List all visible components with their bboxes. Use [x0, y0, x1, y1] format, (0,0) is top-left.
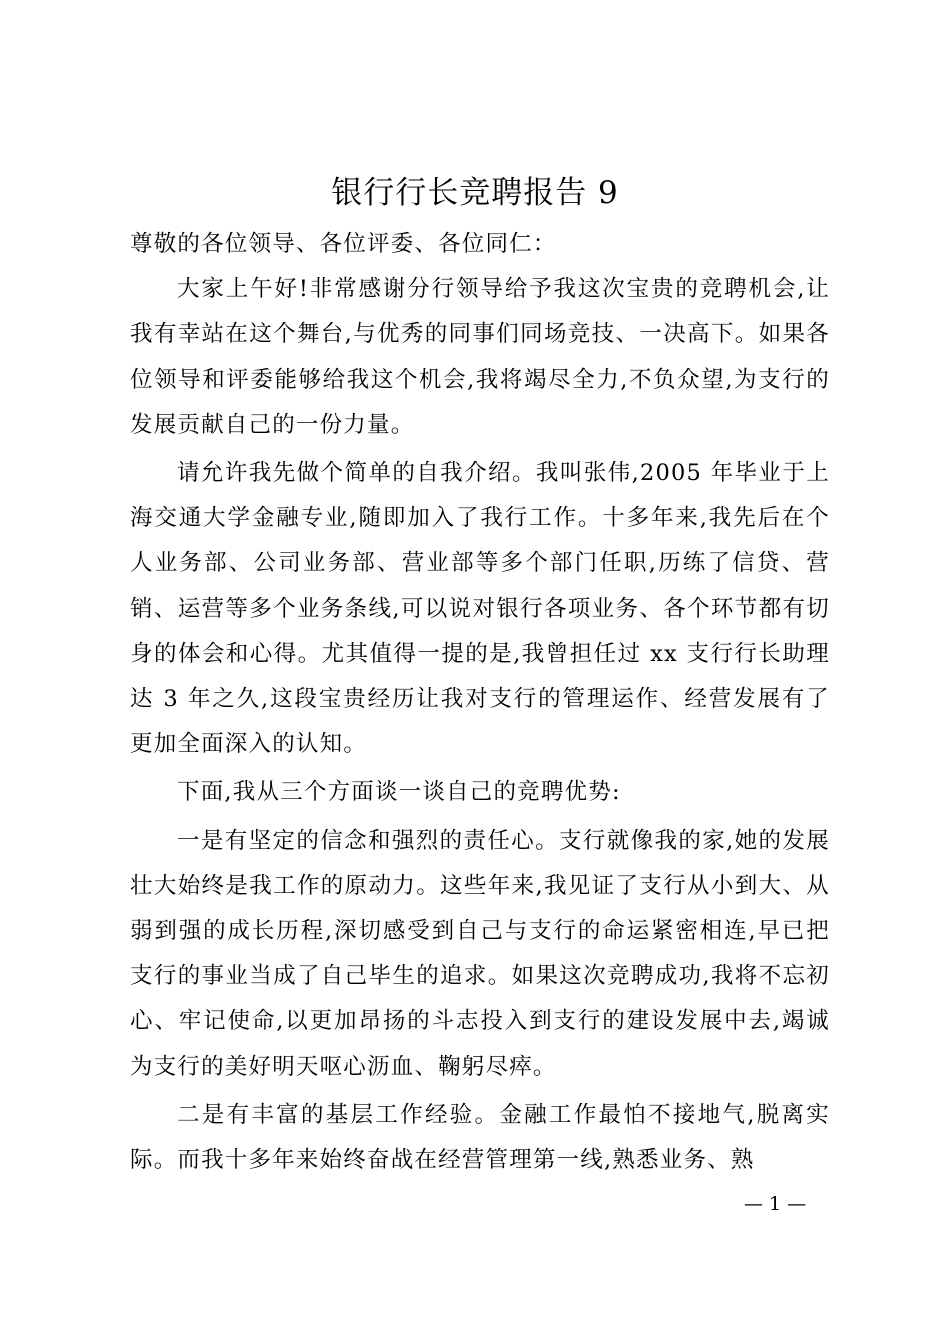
document-title: 银行行长竞聘报告 9: [331, 175, 619, 211]
paragraph-self-introduction: 请允许我先做个简单的自我介绍。我叫张伟,2005 年毕业于上海交通大学金融专业,随即加入了我行工作。十多年来,我先后在个人业务部、公司业务部、营业部等多个部门任职,历练了信贷、营销、运营等多个业务条线,可以说对银行各项业务、各个环节都有切身的体会和心得。尤其值得一提的是,我曾担任过 xx 支行行长助理达 3 年之久,这段宝贵经历让我对支行的管理运作、经营发展有了更加全面深入的认知。: [130, 460, 830, 758]
salutation: 尊敬的各位领导、各位评委、各位同仁：: [130, 231, 557, 257]
paragraph-advantage-one: 一是有坚定的信念和强烈的责任心。支行就像我的家,她的发展壮大始终是我工作的原动力。这些年来,我见证了支行从小到大、从弱到强的成长历程,深切感受到自己与支行的命运紧密相连,早已把支行的事业当成了自己毕生的追求。如果这次竞聘成功,我将不忘初心、牢记使命,以更加昂扬的斗志投入到支行的建设发展中去,竭诚为支行的美好明天呕心沥血、鞠躬尽瘁。: [130, 827, 830, 1080]
paragraph-advantage-two: 二是有丰富的基层工作经验。金融工作最怕不接地气,脱离实际。而我十多年来始终奋战在经营管理第一线,熟悉业务、熟: [130, 1101, 830, 1174]
page-number: — 1 —: [744, 1193, 807, 1215]
document-body: [130, 222, 830, 1186]
paragraph-greeting: 大家上午好!非常感谢分行领导给予我这次宝贵的竞聘机会,让我有幸站在这个舞台,与优秀的同事们同场竞技、一决高下。如果各位领导和评委能够给我这个机会,我将竭尽全力,不负众望,为支行的发展贡献自己的一份力量。: [130, 276, 830, 438]
paragraph-advantages-intro: 下面,我从三个方面谈一谈自己的竞聘优势:: [177, 779, 621, 806]
